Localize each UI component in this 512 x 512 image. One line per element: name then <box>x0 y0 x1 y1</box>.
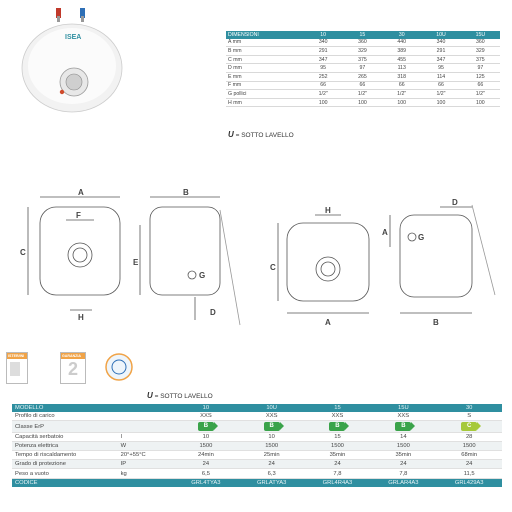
model-table <box>12 404 502 487</box>
dim-row: H mm 100 100 100 100 100 <box>226 98 500 107</box>
installation-graphic <box>10 362 20 376</box>
dim-label-d2: D <box>452 198 458 207</box>
thermostat-icon <box>104 352 134 382</box>
dim-row: E mm 252 265 318 114 125 <box>226 72 500 81</box>
dim-label-a1: A <box>78 188 84 197</box>
model-footer-row: CODICE GRL4TYA3 GRLATYA3 GRL4R4A3 GRLAR4A3 GRL429A3 <box>12 478 502 487</box>
erp-badge: B <box>264 422 280 431</box>
dim-row: D mm 95 97 113 95 97 <box>226 64 500 73</box>
technical-drawings <box>0 185 512 345</box>
model-header-row: MODELLO 10 10U 15 15U 30 <box>12 404 502 412</box>
dim-header-15: 15 <box>343 31 382 39</box>
dim-row: G pollici 1/2" 1/2" 1/2" 1/2" 1/2" <box>226 90 500 99</box>
dim-label-a2: A <box>325 318 331 327</box>
dim-header-10u: 10U <box>421 31 460 39</box>
dim-label-h2: H <box>325 206 331 215</box>
warranty-icon: GARANZIA 2 <box>60 352 86 384</box>
product-photo <box>18 6 126 114</box>
dim-header-15u: 15U <box>461 31 500 39</box>
warranty-years: 2 <box>67 359 78 379</box>
dim-header-10: 10 <box>304 31 343 39</box>
dim-label-g2: G <box>418 233 425 242</box>
model-row: Profilo di carico XXS XXS XXS XXS S <box>12 412 502 421</box>
model-row: Potenza elettrica W 1500 1500 1500 1500 1500 <box>12 442 502 451</box>
model-row: Peso a vuoto kg 6,5 6,3 7,8 7,8 11,5 <box>12 469 502 478</box>
dim-label-b1: B <box>183 188 189 197</box>
brand-logo: ISEA <box>65 34 82 41</box>
install-icon: ISTER/INI <box>6 352 28 384</box>
erp-badge: B <box>329 422 345 431</box>
dim-label-a3: A <box>382 228 388 237</box>
erp-badge: C <box>461 422 477 431</box>
dim-label-h1: H <box>78 313 84 322</box>
model-row: Capacità serbatoio l 10 10 15 14 28 <box>12 433 502 442</box>
dim-label-g1: G <box>199 271 206 280</box>
dim-label-d1: D <box>210 308 216 317</box>
dim-row: B mm 291 329 389 291 329 <box>226 47 500 56</box>
dim-label-c2: C <box>270 263 276 272</box>
dimensions-table <box>226 31 500 107</box>
dimensions-header-row <box>226 31 500 39</box>
erp-badge: B <box>395 422 411 431</box>
sotto-lavello-note-bottom: U = SOTTO LAVELLO <box>147 391 213 400</box>
model-row: Tempo di riscaldamento 20°+55°C 24min 25min 35min 35min 68min <box>12 451 502 460</box>
side-view-under-sink <box>400 215 472 297</box>
dim-label-f1: F <box>76 211 81 220</box>
dim-header-label: DIMENSIONI <box>226 31 304 39</box>
dim-label-e1: E <box>133 258 139 267</box>
erp-badge: B <box>198 422 214 431</box>
dim-row: F mm 66 66 66 66 66 <box>226 81 500 90</box>
dim-row: C mm 347 375 455 347 375 <box>226 55 500 64</box>
dim-row: A mm 340 360 440 340 360 <box>226 39 500 47</box>
model-row-erp: Classe ErP B B B B C <box>12 421 502 433</box>
side-view-standard <box>150 207 220 295</box>
model-row: Grado di protezione IP 24 24 24 24 24 <box>12 460 502 469</box>
dim-label-b2: B <box>433 318 439 327</box>
sotto-lavello-note-top: U = SOTTO LAVELLO <box>228 130 294 139</box>
dim-label-c1: C <box>20 248 26 257</box>
dim-header-30: 30 <box>382 31 421 39</box>
